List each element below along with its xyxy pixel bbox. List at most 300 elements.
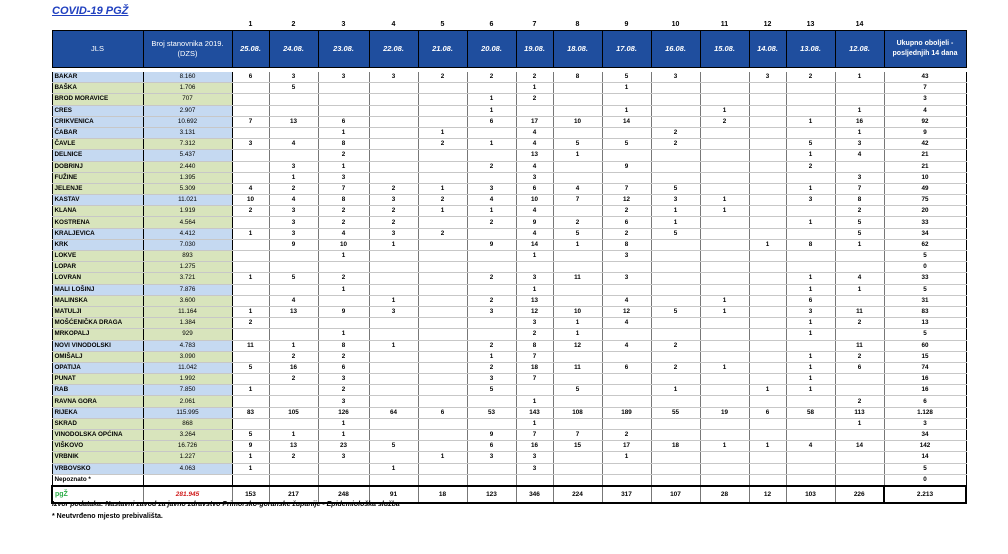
- day-cell: [369, 150, 418, 161]
- population-cell: 3.090: [143, 351, 232, 362]
- table-row: [52, 94, 966, 105]
- day-cell: 2: [269, 351, 318, 362]
- table-row: [52, 441, 966, 452]
- total-cell: 16: [884, 385, 966, 396]
- day-cell: [602, 396, 651, 407]
- day-index: 9: [624, 21, 629, 28]
- day-cell: [602, 385, 651, 396]
- day-cell: 1: [318, 251, 369, 262]
- day-cell: 5: [553, 385, 602, 396]
- municipality-name: DELNICE: [52, 150, 143, 161]
- day-cell: [467, 172, 516, 183]
- table-row: [52, 228, 966, 239]
- day-cell: [835, 385, 884, 396]
- day-total: 346: [516, 486, 553, 503]
- day-cell: 2: [467, 362, 516, 373]
- day-cell: [749, 94, 786, 105]
- municipality-name: NOVI VINODOLSKI: [52, 340, 143, 351]
- day-cell: 7: [516, 374, 553, 385]
- table-row: [52, 351, 966, 362]
- municipality-name: KRK: [52, 239, 143, 250]
- day-cell: [553, 172, 602, 183]
- table-row: [52, 474, 966, 486]
- municipality-name: VRBNIK: [52, 452, 143, 463]
- date-header: 17.08.: [602, 31, 651, 68]
- day-cell: 5: [269, 83, 318, 94]
- day-cell: 1: [700, 195, 749, 206]
- day-cell: [602, 284, 651, 295]
- day-cell: 6: [318, 362, 369, 373]
- day-cell: [786, 430, 835, 441]
- day-total: 224: [553, 486, 602, 503]
- day-cell: 1: [835, 127, 884, 138]
- day-cell: 2: [232, 318, 269, 329]
- municipality-name: ČABAR: [52, 127, 143, 138]
- day-cell: 3: [369, 306, 418, 317]
- total-cell: 34: [884, 430, 966, 441]
- municipality-name: BROD MORAVICE: [52, 94, 143, 105]
- day-cell: [651, 295, 700, 306]
- day-cell: 14: [516, 239, 553, 250]
- day-cell: [232, 105, 269, 116]
- day-cell: [369, 116, 418, 127]
- day-cell: 4: [269, 295, 318, 306]
- day-cell: 13: [269, 116, 318, 127]
- day-cell: [749, 161, 786, 172]
- table-row: [52, 127, 966, 138]
- day-cell: [786, 452, 835, 463]
- day-cell: [318, 463, 369, 474]
- day-cell: 1: [602, 105, 651, 116]
- day-cell: 8: [786, 239, 835, 250]
- day-cell: [418, 474, 467, 486]
- day-cell: 4: [516, 127, 553, 138]
- day-cell: 6: [418, 407, 467, 418]
- day-cell: 2: [418, 72, 467, 83]
- day-cell: [749, 362, 786, 373]
- day-cell: [318, 94, 369, 105]
- day-cell: 2: [418, 228, 467, 239]
- day-total: 103: [786, 486, 835, 503]
- day-cell: 4: [516, 161, 553, 172]
- day-cell: [651, 83, 700, 94]
- day-total: 107: [651, 486, 700, 503]
- day-cell: 1: [467, 139, 516, 150]
- total-cell: 3: [884, 94, 966, 105]
- day-cell: [418, 284, 467, 295]
- day-cell: [269, 329, 318, 340]
- total-cell: 16: [884, 374, 966, 385]
- total-cell: 9: [884, 127, 966, 138]
- day-cell: 143: [516, 407, 553, 418]
- day-cell: 12: [553, 340, 602, 351]
- day-cell: [602, 374, 651, 385]
- day-cell: 1: [369, 295, 418, 306]
- day-cell: 9: [467, 239, 516, 250]
- day-cell: [749, 418, 786, 429]
- day-cell: 18: [516, 362, 553, 373]
- day-cell: 3: [369, 228, 418, 239]
- day-cell: [602, 172, 651, 183]
- day-cell: [749, 105, 786, 116]
- day-cell: 3: [467, 374, 516, 385]
- day-cell: 3: [786, 195, 835, 206]
- day-cell: 16: [516, 441, 553, 452]
- day-cell: 2: [786, 161, 835, 172]
- day-cell: 9: [602, 161, 651, 172]
- day-cell: 5: [602, 72, 651, 83]
- day-cell: [269, 94, 318, 105]
- day-total: 12: [749, 486, 786, 503]
- day-cell: 5: [553, 228, 602, 239]
- day-cell: [467, 262, 516, 273]
- municipality-name: MALINSKA: [52, 295, 143, 306]
- table-row: [52, 306, 966, 317]
- day-cell: 5: [467, 385, 516, 396]
- table-row: [52, 116, 966, 127]
- day-cell: 2: [553, 217, 602, 228]
- day-cell: 2: [467, 295, 516, 306]
- day-cell: 5: [651, 183, 700, 194]
- day-cell: 8: [602, 239, 651, 250]
- day-cell: [418, 441, 467, 452]
- day-cell: 12: [602, 306, 651, 317]
- municipality-name: RAVNA GORA: [52, 396, 143, 407]
- population-cell: 5.437: [143, 150, 232, 161]
- day-cell: [418, 251, 467, 262]
- day-cell: 1: [467, 94, 516, 105]
- day-cell: 4: [835, 273, 884, 284]
- day-cell: [553, 105, 602, 116]
- day-cell: [749, 206, 786, 217]
- population-cell: 1.395: [143, 172, 232, 183]
- day-cell: [786, 94, 835, 105]
- day-cell: [835, 295, 884, 306]
- day-cell: [418, 105, 467, 116]
- day-cell: [700, 385, 749, 396]
- population-total: 281.945: [143, 486, 232, 503]
- day-cell: 4: [318, 228, 369, 239]
- day-cell: [318, 318, 369, 329]
- day-cell: 14: [835, 441, 884, 452]
- day-cell: [700, 463, 749, 474]
- day-cell: 2: [269, 374, 318, 385]
- day-cell: [232, 172, 269, 183]
- population-cell: 10.692: [143, 116, 232, 127]
- date-header: 21.08.: [418, 31, 467, 68]
- municipality-name: PUNAT: [52, 374, 143, 385]
- day-cell: [749, 284, 786, 295]
- day-cell: [651, 452, 700, 463]
- day-cell: [700, 72, 749, 83]
- total-cell: 5: [884, 329, 966, 340]
- day-index: 13: [806, 21, 815, 28]
- day-cell: [700, 251, 749, 262]
- day-cell: [418, 430, 467, 441]
- day-cell: 126: [318, 407, 369, 418]
- day-cell: 2: [602, 430, 651, 441]
- day-cell: [232, 351, 269, 362]
- municipality-name: RIJEKA: [52, 407, 143, 418]
- population-cell: 4.783: [143, 340, 232, 351]
- day-cell: 1: [786, 362, 835, 373]
- day-cell: [318, 83, 369, 94]
- day-cell: [749, 474, 786, 486]
- municipality-name: RAB: [52, 385, 143, 396]
- table-row: [52, 72, 966, 83]
- municipality-name: LOPAR: [52, 262, 143, 273]
- day-cell: 2: [318, 273, 369, 284]
- day-cell: [467, 127, 516, 138]
- day-cell: 1: [835, 105, 884, 116]
- day-cell: [700, 183, 749, 194]
- day-cell: [786, 340, 835, 351]
- table-row: [52, 396, 966, 407]
- day-cell: [786, 127, 835, 138]
- day-cell: [749, 251, 786, 262]
- day-cell: 1: [786, 351, 835, 362]
- report-title: COVID-19 PGŽ: [52, 5, 129, 17]
- municipality-name: VRBOVSKO: [52, 463, 143, 474]
- population-cell: 868: [143, 418, 232, 429]
- day-cell: 3: [318, 374, 369, 385]
- day-cell: [418, 318, 467, 329]
- day-cell: [749, 329, 786, 340]
- day-cell: [467, 228, 516, 239]
- total-cell: 31: [884, 295, 966, 306]
- day-total: 248: [318, 486, 369, 503]
- day-cell: 2: [318, 206, 369, 217]
- day-cell: 2: [318, 351, 369, 362]
- day-cell: [232, 239, 269, 250]
- day-cell: [232, 284, 269, 295]
- day-cell: 6: [749, 407, 786, 418]
- total-cell: 21: [884, 150, 966, 161]
- date-header: 25.08.: [232, 31, 269, 68]
- day-cell: 1: [749, 441, 786, 452]
- day-cell: [418, 329, 467, 340]
- day-cell: 2: [467, 217, 516, 228]
- day-cell: [369, 105, 418, 116]
- day-cell: 14: [602, 116, 651, 127]
- day-cell: 3: [602, 273, 651, 284]
- day-cell: 1: [232, 452, 269, 463]
- day-cell: 9: [269, 239, 318, 250]
- day-cell: 7: [602, 183, 651, 194]
- footnote: * Neutvrđeno mjesto prebivališta.: [52, 513, 163, 520]
- total-cell: 43: [884, 72, 966, 83]
- day-cell: [318, 295, 369, 306]
- day-cell: 1: [651, 385, 700, 396]
- day-cell: [651, 116, 700, 127]
- day-cell: [369, 251, 418, 262]
- day-cell: 64: [369, 407, 418, 418]
- day-cell: 1: [553, 239, 602, 250]
- day-cell: [700, 396, 749, 407]
- day-cell: 3: [269, 161, 318, 172]
- day-total: 217: [269, 486, 318, 503]
- day-cell: 1: [418, 452, 467, 463]
- day-cell: 5: [651, 306, 700, 317]
- day-cell: 2: [516, 329, 553, 340]
- day-cell: 13: [516, 295, 553, 306]
- total-cell: 0: [884, 474, 966, 486]
- date-header: 12.08.: [835, 31, 884, 68]
- table-row: [52, 340, 966, 351]
- day-cell: 2: [269, 183, 318, 194]
- day-cell: 1: [700, 206, 749, 217]
- table-row: [52, 374, 966, 385]
- day-cell: [232, 251, 269, 262]
- day-total: 226: [835, 486, 884, 503]
- total-cell: 34: [884, 228, 966, 239]
- day-cell: 3: [602, 251, 651, 262]
- population-cell: 707: [143, 94, 232, 105]
- day-cell: 1: [749, 385, 786, 396]
- day-cell: [369, 474, 418, 486]
- day-cell: 2: [467, 273, 516, 284]
- day-cell: [700, 139, 749, 150]
- day-cell: [369, 418, 418, 429]
- day-cell: [602, 474, 651, 486]
- day-cell: [516, 385, 553, 396]
- day-cell: 4: [553, 183, 602, 194]
- day-cell: [467, 284, 516, 295]
- day-cell: 2: [835, 351, 884, 362]
- date-header: 24.08.: [269, 31, 318, 68]
- total-cell: 74: [884, 362, 966, 373]
- day-cell: [516, 105, 553, 116]
- day-cell: [369, 262, 418, 273]
- day-cell: [418, 94, 467, 105]
- municipality-name: MALI LOŠINJ: [52, 284, 143, 295]
- day-cell: [602, 418, 651, 429]
- day-cell: 4: [516, 139, 553, 150]
- jls-header: JLS: [52, 31, 143, 68]
- day-cell: 3: [516, 452, 553, 463]
- day-cell: 7: [516, 351, 553, 362]
- day-cell: 108: [553, 407, 602, 418]
- day-cell: [651, 430, 700, 441]
- day-cell: 8: [318, 139, 369, 150]
- municipality-name: DOBRINJ: [52, 161, 143, 172]
- day-cell: [467, 150, 516, 161]
- day-cell: 2: [369, 183, 418, 194]
- day-cell: [651, 329, 700, 340]
- day-cell: [269, 318, 318, 329]
- day-cell: [553, 251, 602, 262]
- day-cell: [232, 150, 269, 161]
- day-cell: [232, 83, 269, 94]
- day-cell: 8: [318, 340, 369, 351]
- day-cell: 10: [553, 116, 602, 127]
- table-row: [52, 217, 966, 228]
- day-cell: 3: [516, 172, 553, 183]
- day-cell: 3: [318, 72, 369, 83]
- day-cell: 1: [318, 161, 369, 172]
- day-cell: 189: [602, 407, 651, 418]
- day-cell: 3: [318, 452, 369, 463]
- population-cell: 7.030: [143, 239, 232, 250]
- day-cell: [786, 418, 835, 429]
- day-cell: 3: [269, 72, 318, 83]
- date-header: 15.08.: [700, 31, 749, 68]
- total-cell: 62: [884, 239, 966, 250]
- municipality-name: SKRAD: [52, 418, 143, 429]
- day-cell: 1: [269, 172, 318, 183]
- municipality-name: KRALJEVICA: [52, 228, 143, 239]
- day-cell: 3: [467, 183, 516, 194]
- total-cell: 5: [884, 463, 966, 474]
- day-cell: 105: [269, 407, 318, 418]
- day-cell: 2: [602, 206, 651, 217]
- day-cell: 1: [835, 72, 884, 83]
- day-cell: [749, 116, 786, 127]
- day-cell: 9: [467, 430, 516, 441]
- day-cell: 2: [318, 217, 369, 228]
- day-cell: [700, 228, 749, 239]
- day-cell: [749, 463, 786, 474]
- day-cell: [269, 418, 318, 429]
- day-cell: [700, 262, 749, 273]
- population-cell: 3.131: [143, 127, 232, 138]
- day-cell: 3: [516, 318, 553, 329]
- day-cell: [700, 340, 749, 351]
- day-cell: [749, 228, 786, 239]
- day-cell: [700, 374, 749, 385]
- day-cell: [553, 262, 602, 273]
- day-cell: [418, 385, 467, 396]
- day-cell: [602, 351, 651, 362]
- day-cell: [749, 127, 786, 138]
- day-cell: 6: [835, 362, 884, 373]
- day-cell: [232, 262, 269, 273]
- day-cell: 1: [786, 150, 835, 161]
- day-cell: 4: [786, 441, 835, 452]
- day-cell: 1: [418, 183, 467, 194]
- day-cell: [700, 94, 749, 105]
- day-cell: 8: [553, 72, 602, 83]
- day-cell: [700, 284, 749, 295]
- day-cell: [418, 418, 467, 429]
- population-cell: 4.564: [143, 217, 232, 228]
- day-cell: 1: [467, 351, 516, 362]
- municipality-name: LOKVE: [52, 251, 143, 262]
- municipality-name: KLANA: [52, 206, 143, 217]
- day-cell: 5: [602, 139, 651, 150]
- day-cell: 83: [232, 407, 269, 418]
- day-cell: 2: [602, 228, 651, 239]
- day-cell: [467, 318, 516, 329]
- table-row: [52, 407, 966, 418]
- day-cell: [651, 351, 700, 362]
- day-cell: 4: [602, 340, 651, 351]
- municipality-name: Nepoznato *: [52, 474, 143, 486]
- table-row: [52, 318, 966, 329]
- day-cell: [700, 161, 749, 172]
- day-cell: [553, 418, 602, 429]
- table-row: [52, 183, 966, 194]
- day-cell: [553, 127, 602, 138]
- total-cell: 14: [884, 452, 966, 463]
- day-cell: 23: [318, 441, 369, 452]
- day-cell: [602, 150, 651, 161]
- day-cell: 1: [700, 306, 749, 317]
- day-cell: 1: [786, 329, 835, 340]
- day-cell: 1: [553, 318, 602, 329]
- day-cell: [651, 374, 700, 385]
- population-cell: 11.164: [143, 306, 232, 317]
